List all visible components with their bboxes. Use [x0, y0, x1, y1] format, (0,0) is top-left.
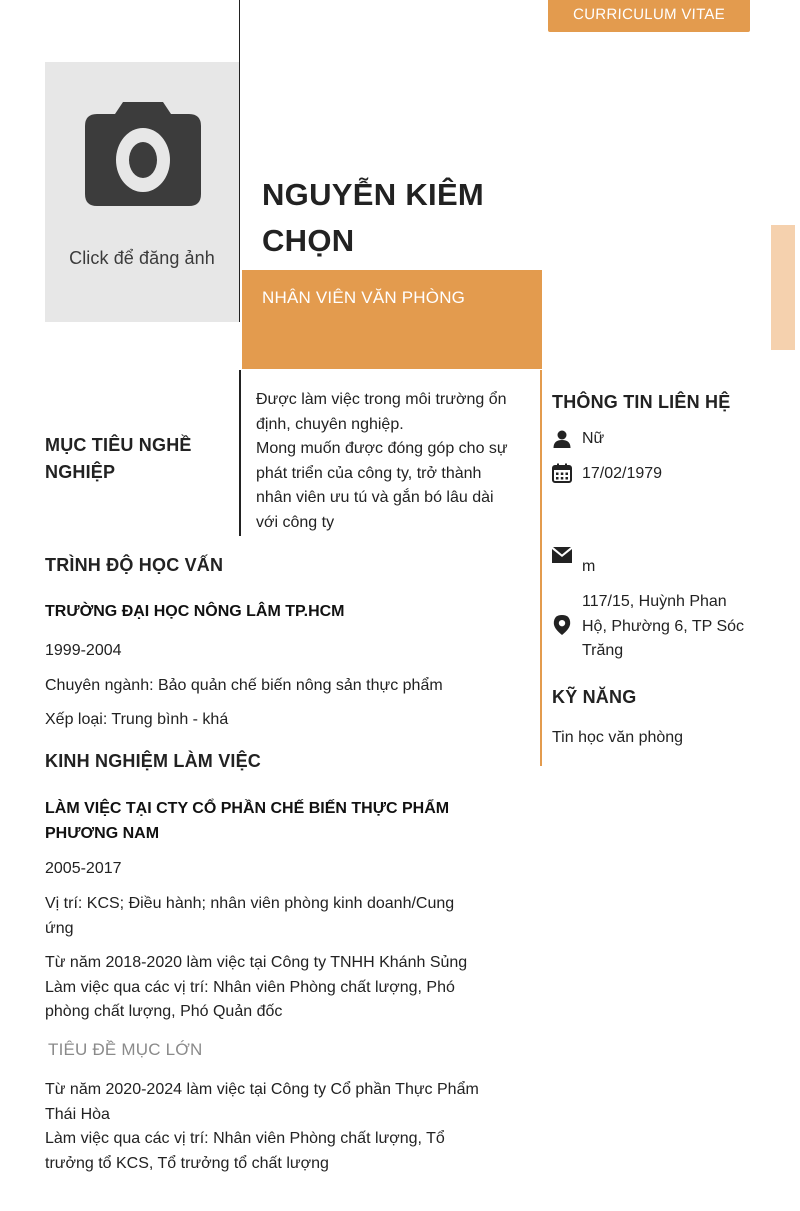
location-pin-icon — [552, 615, 572, 635]
experience-paragraph-1 — [45, 951, 467, 1025]
paragraph-line: Thái Hòa — [45, 1105, 110, 1123]
contact-birthdate — [552, 462, 752, 488]
objective-line: với công ty — [256, 513, 335, 531]
experience-position — [45, 892, 454, 941]
divider-line — [239, 0, 240, 322]
job-title: NHÂN VIÊN VĂN PHÒNG — [262, 288, 466, 307]
person-icon — [552, 429, 572, 449]
company-line: PHƯƠNG NAM — [45, 824, 160, 842]
objective-line: Mong muốn được đóng góp cho sự — [256, 440, 508, 457]
camera-icon — [85, 100, 201, 206]
name-line-2: CHỌN — [262, 223, 355, 258]
mail-icon — [552, 546, 572, 566]
section-subheading[interactable]: TIÊU ĐỀ MỤC LỚN — [48, 1040, 203, 1059]
paragraph-line: Làm việc qua các vị trí: Nhân viên Phòng chất lượng, Phó — [45, 978, 455, 996]
objective-line: Được làm việc trong môi trường ổn — [256, 391, 507, 408]
contact-address — [552, 590, 752, 664]
objective-text — [256, 388, 531, 535]
experience-years: 2005-2017 — [45, 860, 122, 877]
objective-heading-line: NGHIỆP — [45, 462, 116, 482]
photo-upload[interactable] — [45, 62, 239, 322]
company-line: LÀM VIỆC TẠI CTY CỔ PHẦN CHẾ BIẾN THỰC PHẨM — [45, 800, 450, 817]
photo-caption: Click để đăng ảnh — [69, 248, 215, 268]
paragraph-line: trưởng tổ KCS, Tổ trưởng tổ chất lượng — [45, 1154, 329, 1172]
paragraph-line: Từ năm 2020-2024 làm việc tại Công ty Cổ phần Thực Phẩm — [45, 1081, 479, 1098]
name-line-1: NGUYỄN KIÊM — [262, 177, 485, 212]
address-line: Trăng — [582, 642, 624, 659]
address-value — [582, 590, 744, 664]
calendar-icon — [552, 463, 572, 483]
cv-badge — [548, 0, 750, 32]
experience-paragraph-2 — [45, 1078, 479, 1176]
accent-divider — [540, 370, 542, 766]
paragraph-line: phòng chất lượng, Phó Quản đốc — [45, 1003, 283, 1020]
cv-badge-label: CURRICULUM VITAE — [572, 6, 726, 23]
address-line: 117/15, Huỳnh Phan — [582, 593, 727, 610]
education-major: Chuyên ngành: Bảo quản chế biến nông sản thực phẩm — [45, 677, 443, 694]
education-years: 1999-2004 — [45, 642, 122, 659]
paragraph-line: Làm việc qua các vị trí: Nhân viên Phòng chất lượng, Tổ — [45, 1130, 445, 1147]
skill-item: Tin học văn phòng — [552, 729, 684, 746]
address-line: Hộ, Phường 6, TP Sóc — [582, 617, 745, 635]
contact-gender — [552, 427, 752, 453]
objective-line: định, chuyên nghiệp. — [256, 415, 404, 433]
position-line: ứng — [45, 919, 74, 937]
school-name: TRƯỜNG ĐẠI HỌC NÔNG LÂM TP.HCM — [45, 603, 345, 620]
candidate-name — [262, 172, 532, 264]
position-line: Vị trí: KCS; Điều hành; nhân viên phòng kinh doanh/Cung — [45, 895, 455, 912]
side-tab[interactable] — [771, 225, 795, 350]
birthdate-value: 17/02/1979 — [582, 465, 663, 482]
objective-line: nhân viên ưu tú và gắn bó lâu dài — [256, 489, 494, 506]
gender-value: Nữ — [582, 430, 605, 447]
job-title-box — [242, 270, 542, 369]
education-heading: TRÌNH ĐỘ HỌC VẤN — [45, 555, 224, 575]
company-name — [45, 797, 449, 846]
contact-heading: THÔNG TIN LIÊN HỆ — [552, 392, 731, 412]
email-value[interactable]: m — [582, 558, 596, 575]
experience-heading: KINH NGHIỆM LÀM VIỆC — [45, 751, 262, 771]
education-grade: Xếp loại: Trung bình - khá — [45, 711, 229, 728]
objective-heading-line: MỤC TIÊU NGHỀ — [45, 435, 192, 455]
objective-divider — [239, 370, 241, 536]
paragraph-line: Từ năm 2018-2020 làm việc tại Công ty TNHH Khánh Sủng — [45, 954, 468, 971]
skills-heading: KỸ NĂNG — [552, 687, 637, 707]
objective-line: phát triển của công ty, trở thành — [256, 464, 482, 482]
contact-email — [552, 545, 752, 581]
objective-heading — [45, 432, 235, 486]
